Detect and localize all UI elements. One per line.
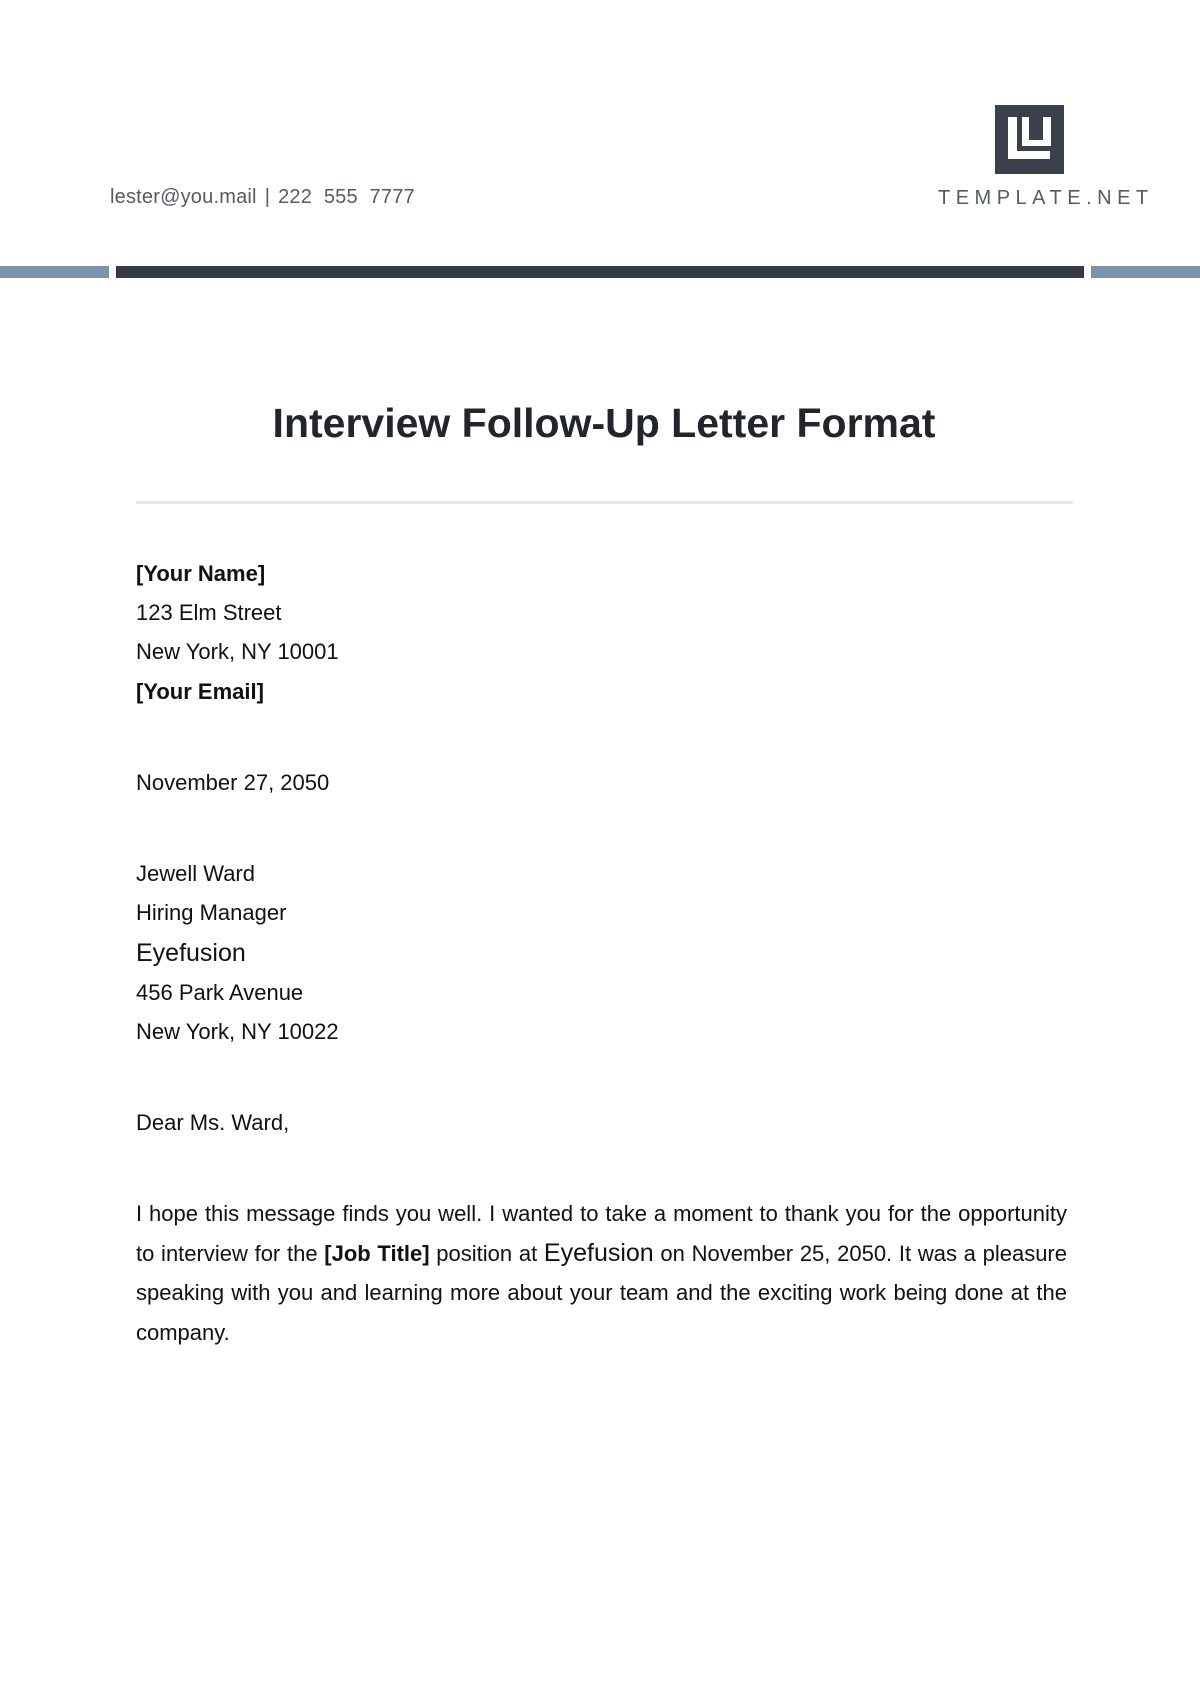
contact-phone: 222 555 7777	[278, 186, 415, 208]
page-title: Interview Follow-Up Letter Format	[272, 400, 936, 446]
accent-band-left	[0, 266, 109, 278]
title-divider	[136, 501, 1073, 504]
body-text-part3: on November 25, 2050. It was a pleasure speaking with you and learning more about your team and the exciting work being done at the company.	[136, 1240, 1067, 1345]
sender-street: 123 Elm Street	[136, 600, 282, 625]
salutation: Dear Ms. Ward,	[136, 1110, 290, 1135]
brand-wordmark: TEMPLATE.NET	[938, 187, 1154, 209]
recipient-city: New York, NY 10022	[136, 1019, 339, 1044]
recipient-name: Jewell Ward	[136, 861, 255, 886]
recipient-title: Hiring Manager	[136, 900, 287, 925]
accent-band-right	[1091, 266, 1200, 278]
job-title-placeholder: [Job Title]	[324, 1240, 430, 1266]
sender-name: [Your Name]	[136, 561, 266, 586]
body-company-name: Eyefusion	[543, 1238, 654, 1267]
template-logo-icon	[995, 105, 1064, 174]
letter-date: November 27, 2050	[136, 770, 330, 795]
recipient-street: 456 Park Avenue	[136, 980, 304, 1005]
sender-city: New York, NY 10001	[136, 639, 339, 664]
recipient-company: Eyefusion	[136, 939, 246, 967]
contact-line	[110, 186, 415, 209]
body-paragraph	[136, 1194, 1067, 1352]
body-text-part2: position at	[429, 1240, 544, 1266]
contact-separator: |	[264, 186, 271, 208]
body-text-part1: I hope this message finds you well. I wanted to take a moment to thank you for the opportunity to interview for the	[136, 1201, 1067, 1266]
contact-email[interactable]: lester@you.mail	[110, 186, 257, 208]
header-divider-band	[116, 266, 1084, 278]
sender-email: [Your Email]	[136, 679, 264, 704]
